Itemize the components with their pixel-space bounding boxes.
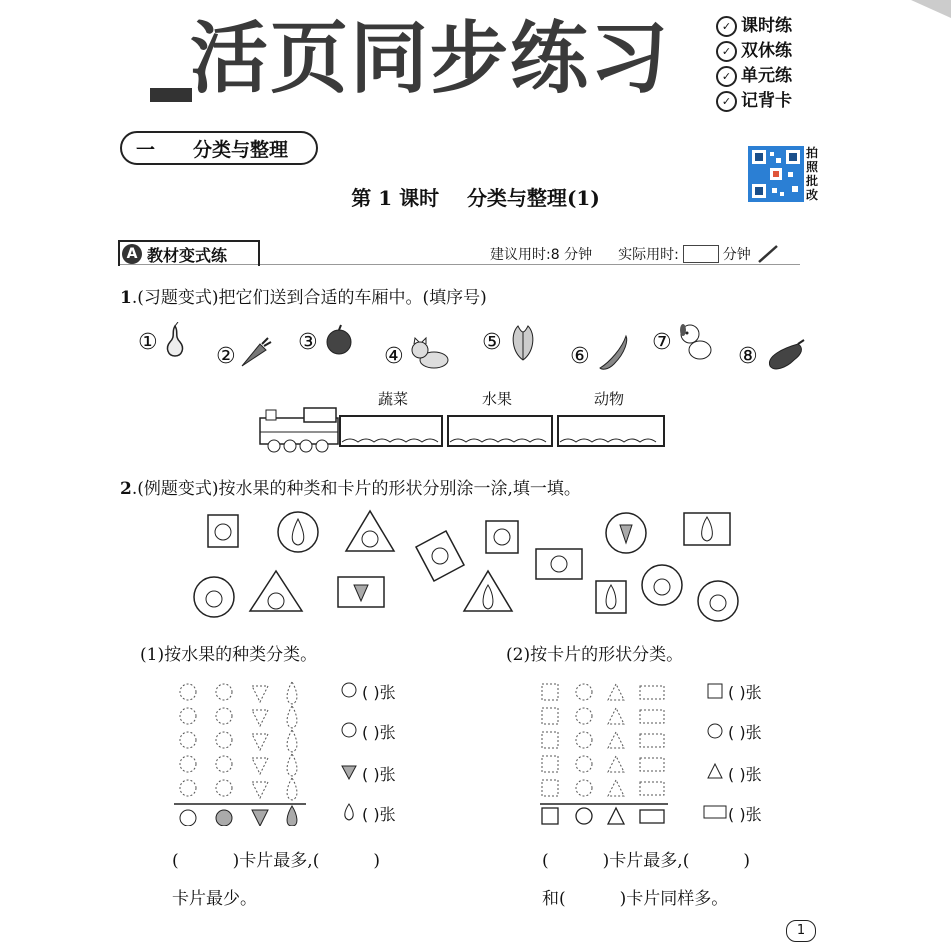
fruit-count-peach	[340, 680, 358, 702]
rectangle-icon	[702, 804, 728, 820]
q2-part1-prompt: (1)按水果的种类分类。	[140, 645, 318, 665]
check-icon: ✓	[716, 91, 737, 112]
carrot-icon	[238, 336, 272, 370]
train-car-vegetables	[340, 416, 442, 446]
square-icon	[706, 682, 724, 700]
unit-title: 一 分类与整理	[120, 131, 318, 165]
fruit-cards	[190, 505, 760, 625]
checklist-item: ✓ 双休练	[716, 39, 792, 64]
section-tab	[118, 240, 260, 266]
circle-icon	[706, 722, 724, 740]
apple-icon	[340, 720, 358, 738]
fill-blank[interactable]: ( )张	[728, 765, 762, 784]
checklist	[716, 14, 792, 114]
train-illustration	[256, 404, 668, 454]
question-2: 2.(例题变式)按水果的种类和卡片的形状分别涂一涂,填一填。	[120, 479, 581, 499]
fill-blank[interactable]: ( )张	[362, 765, 396, 784]
fill-blank[interactable]: ( )张	[362, 683, 396, 702]
fill-blank[interactable]: ( )张	[728, 805, 762, 824]
page-corner-fold	[911, 0, 951, 18]
time-info: 建议用时:8 分钟 实际用时: 分钟	[490, 244, 781, 264]
lesson-title: 第 1 课时 分类与整理(1)	[351, 186, 600, 210]
page-number: 1	[786, 920, 816, 942]
shape-count-square	[706, 682, 724, 704]
fill-blank[interactable]: ( )张	[728, 723, 762, 742]
strawberry-icon	[340, 762, 358, 780]
shape-count-triangle	[706, 762, 724, 784]
checklist-item: ✓ 课时练	[716, 14, 792, 39]
book-title: 活页同步练习	[190, 14, 671, 104]
dog-icon	[678, 322, 714, 362]
fill-blank[interactable]: ( )张	[728, 683, 762, 702]
pear-icon	[340, 802, 358, 822]
cat-icon	[410, 336, 450, 372]
answer-2-line-2[interactable]: 和( )卡片同样多。	[542, 889, 729, 909]
cucumber-icon	[596, 332, 630, 372]
pear-icon	[162, 322, 188, 358]
fill-blank[interactable]: ( )张	[362, 805, 396, 824]
car-label-vegetables: 蔬菜	[378, 390, 409, 408]
shape-count-rectangle	[702, 804, 728, 824]
fruit-count-apple	[340, 720, 358, 742]
shape-tally-grid[interactable]	[538, 676, 672, 826]
check-icon: ✓	[716, 66, 737, 87]
triangle-icon	[706, 762, 724, 780]
train-car-fruits	[448, 416, 552, 446]
shape-count-circle	[706, 722, 724, 744]
q2-part2-prompt: (2)按卡片的形状分类。	[506, 645, 684, 665]
locomotive-icon	[260, 408, 338, 452]
answer-2-line-1[interactable]: ( )卡片最多,( )	[542, 851, 751, 871]
checklist-item: ✓ 记背卡	[716, 89, 792, 114]
peach-icon	[340, 680, 358, 698]
actual-time-box[interactable]	[683, 245, 719, 263]
question-1: 1.(习题变式)把它们送到合适的车厢中。(填序号)	[120, 288, 487, 308]
apple-icon	[324, 324, 354, 356]
cabbage-icon	[506, 322, 540, 362]
answer-1-line-1[interactable]: ( )卡片最多,( )	[172, 851, 381, 871]
checklist-item: ✓ 单元练	[716, 64, 792, 89]
item-row: ① ② ③ ④ ⑤ ⑥ ⑦ ⑧	[138, 322, 818, 382]
section-title: 教材变式练	[147, 245, 228, 265]
pencil-icon	[755, 244, 781, 264]
car-label-animals: 动物	[594, 390, 625, 408]
car-label-fruits: 水果	[482, 390, 513, 408]
fruit-count-strawberry	[340, 762, 358, 784]
qr-label: 拍照批改	[806, 146, 819, 202]
banner-decor-bar	[150, 88, 192, 102]
answer-1-line-2: 卡片最少。	[172, 889, 257, 909]
eggplant-icon	[764, 338, 808, 372]
check-icon: ✓	[716, 16, 737, 37]
section-badge: A	[122, 244, 142, 264]
fruit-count-pear	[340, 802, 358, 826]
fruit-tally-grid[interactable]	[172, 676, 312, 826]
check-icon: ✓	[716, 41, 737, 62]
train-car-animals	[558, 416, 664, 446]
fill-blank[interactable]: ( )张	[362, 723, 396, 742]
